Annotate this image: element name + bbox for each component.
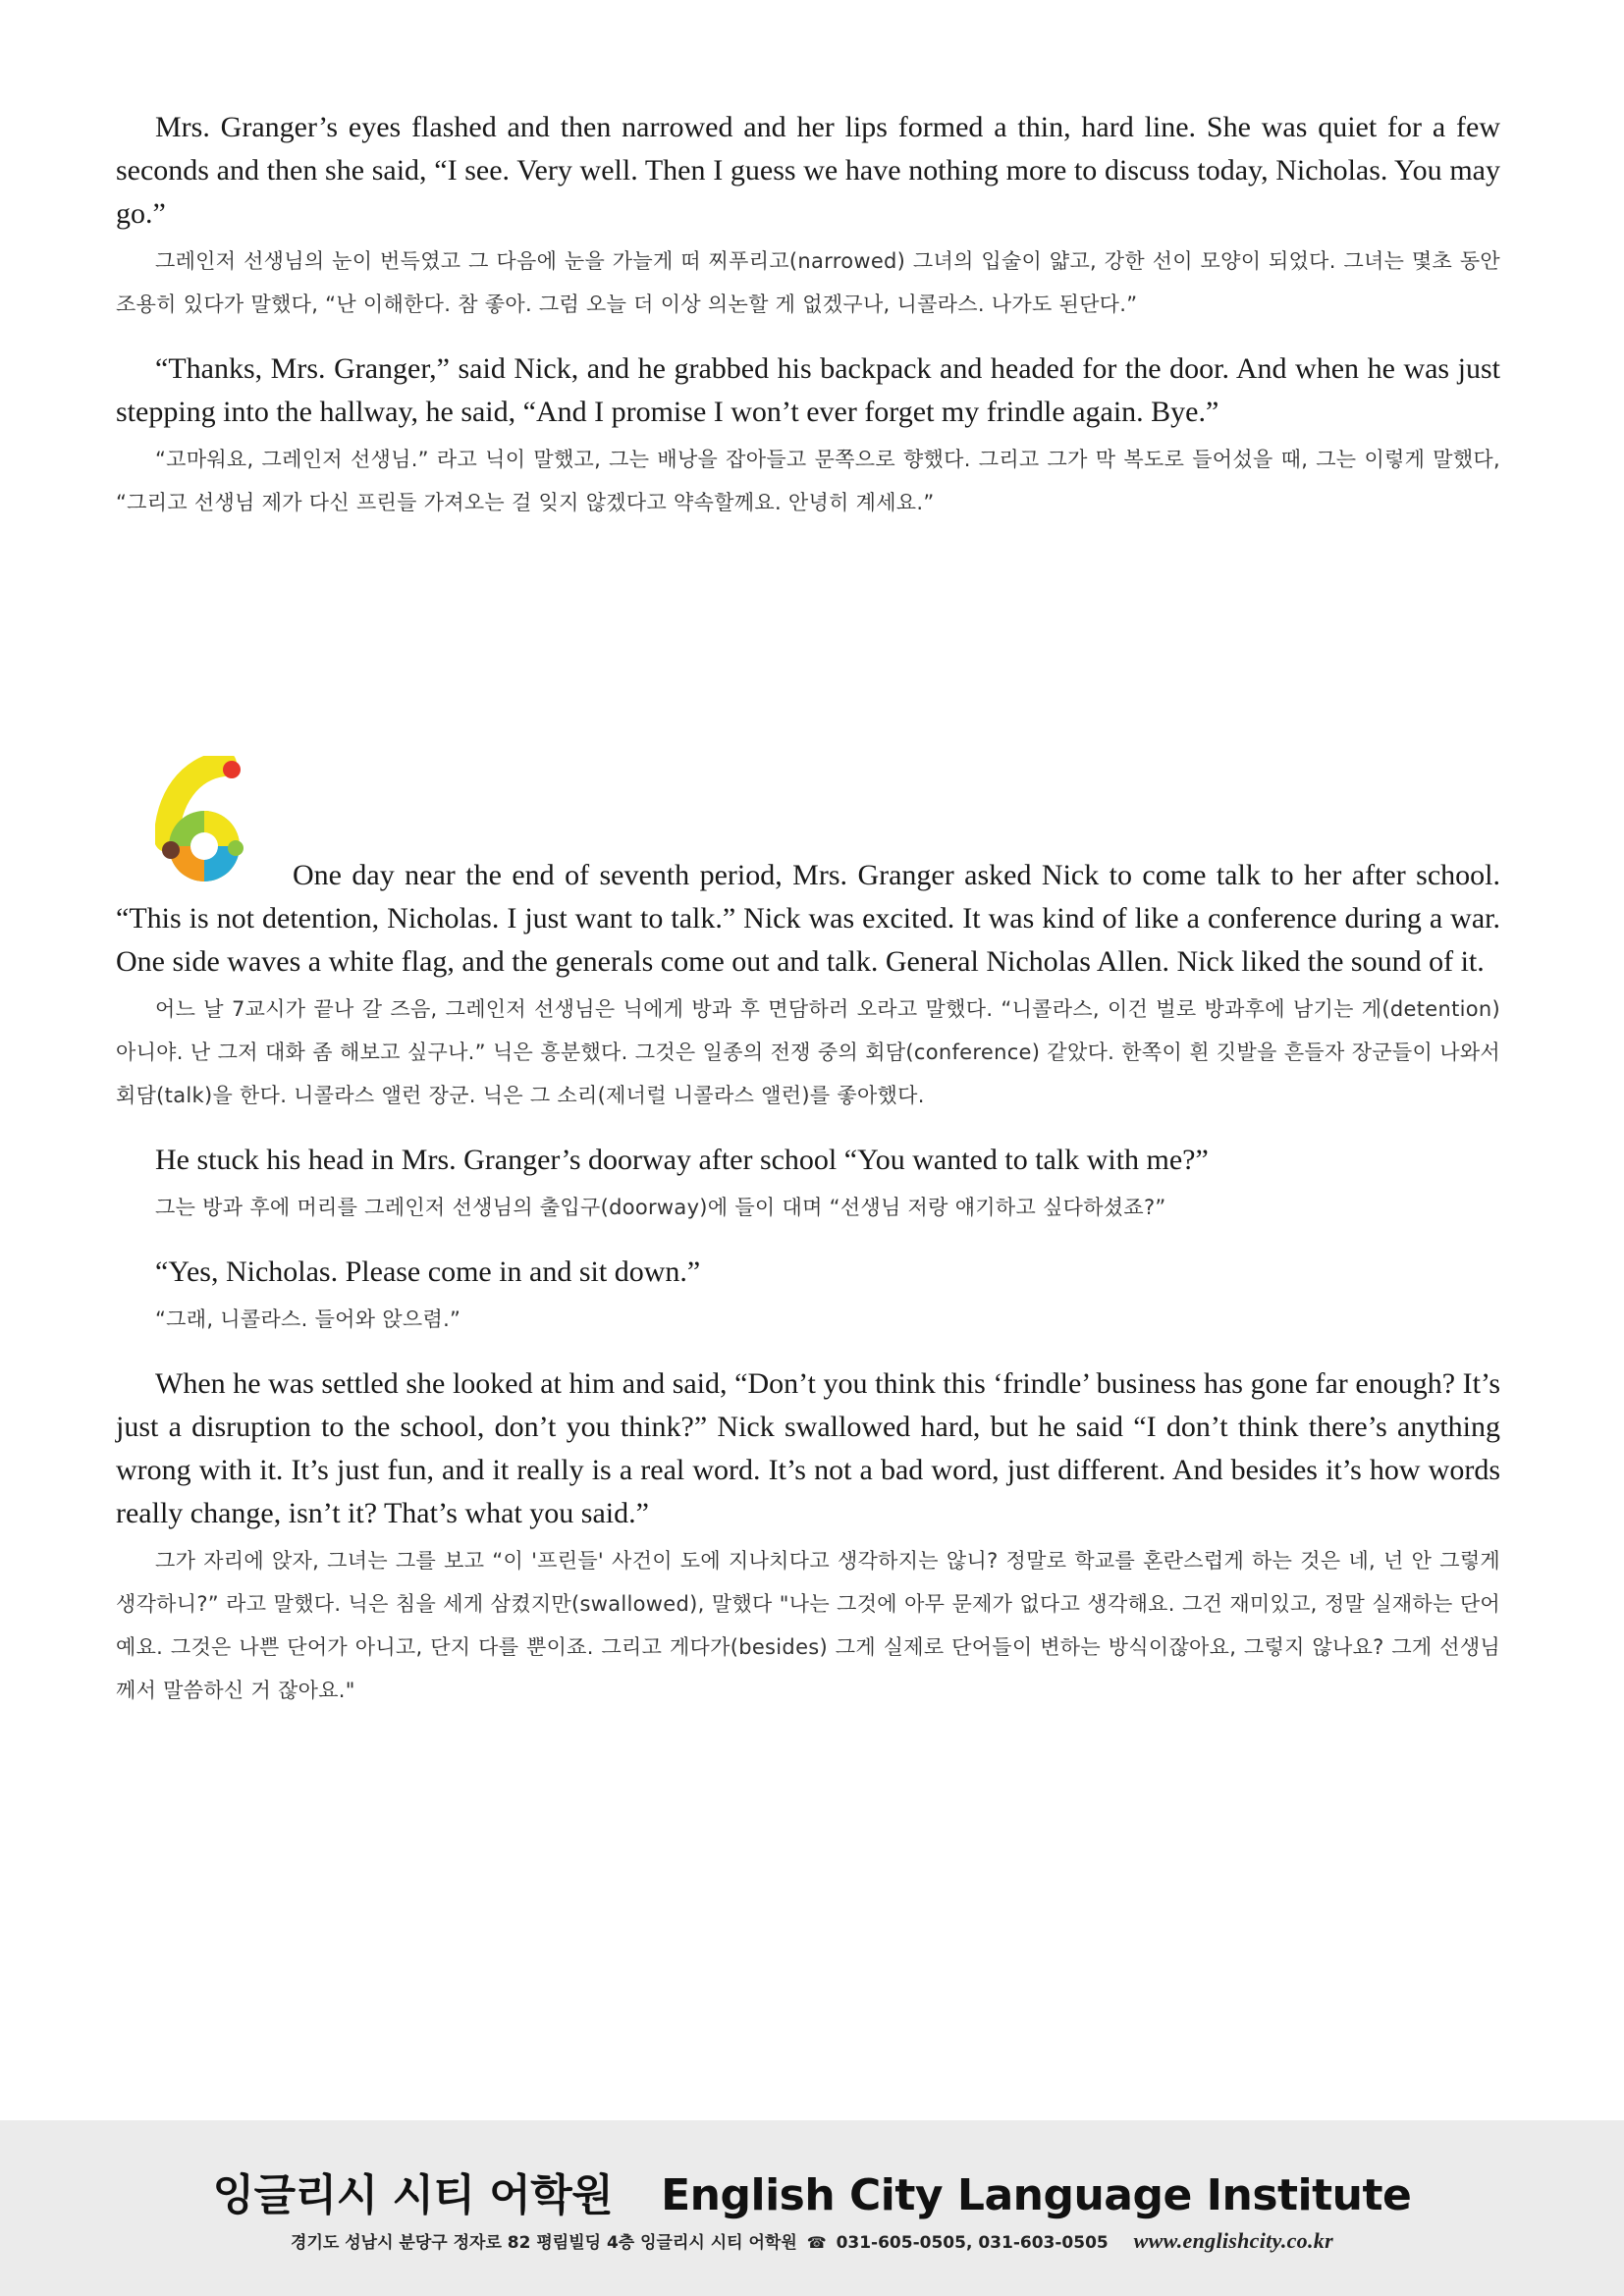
korean-translation: 그는 방과 후에 머리를 그레인저 선생님의 출입구(doorway)에 들이 대며 “선생님 저랑 얘기하고 싶다하셨죠?”	[155, 1196, 1166, 1219]
korean-translation: 그가 자리에 앉자, 그녀는 그를 보고 “이 '프린들' 사건이 도에 지나치다고 생각하지는 않니? 정말로 학교를 혼란스럽게 하는 것은 네, 넌 안 그렇게 생각하니?” 라고 말했다. 닉은 침을 세게 삼켰지만(swallowed), 말했다 "나는 그것에 아무 문제가 없다고 생각해요. 그건 재미있고, 정말 실재하는 단어예요. 그것은 나쁜 단어가 아니고, 단지 다를 뿐이죠. 그리고 게다가(besides) 그게 실제로 단어들이 변하는 방식이잖아요, 그렇지 않나요? 그게 선생님께서 말씀하신 거 잖아요."	[116, 1549, 1500, 1702]
paragraph-block	[116, 347, 1500, 524]
phone-numbers: 031-605-0505, 031-603-0505	[836, 2233, 1109, 2253]
section-1	[116, 106, 1500, 546]
chapter-number-6-logo	[155, 756, 263, 893]
korean-translation: 그레인저 선생님의 눈이 번득였고 그 다음에 눈을 가늘게 떠 찌푸리고(narrowed) 그녀의 입술이 얇고, 강한 선이 모양이 되었다. 그녀는 몇초 동안 조용히 있다가 말했다, “난 이해한다. 참 좋아. 그럼 오늘 더 이상 의논할 게 없겠구나, 니콜라스. 나가도 된단다.”	[116, 249, 1500, 316]
footer-banner	[0, 2120, 1624, 2296]
paragraph-block	[116, 1251, 1500, 1341]
paragraph-block	[116, 1139, 1500, 1229]
korean-translation: “고마워요, 그레인저 선생님.” 라고 닉이 말했고, 그는 배낭을 잡아들고 문쪽으로 향했다. 그리고 그가 막 복도로 들어섰을 때, 그는 이렇게 말했다, “그리고 선생님 제가 다신 프린들 가져오는 걸 잊지 않겠다고 약속할께요. 안녕히 계세요.”	[116, 448, 1500, 514]
paragraph-block	[116, 1362, 1500, 1712]
english-paragraph: When he was settled she looked at him and said, “Don’t you think this ‘frindle’ business has gone far enough? It’s just a disruption to the school, don’t you think?” Nick swallowed hard, but he said “I don’t think there’s anything wrong with it. It’s just fun, and it really is a real word. It’s not a bad word, just different. And besides it’s how words really change, isn’t it? That’s what you said.”	[116, 1367, 1500, 1529]
address-text: 경기도 성남시 분당구 정자로 82 평림빌딩 4층 잉글리시 시티 어학원	[291, 2233, 797, 2253]
english-paragraph: “Thanks, Mrs. Granger,” said Nick, and he grabbed his backpack and headed for the door. And when he was just stepping into the hallway, he said, “And I promise I won’t ever forget my frindle again. Bye.”	[116, 352, 1500, 428]
phone-icon: ☎	[806, 2233, 827, 2252]
website-link[interactable]: www.englishcity.co.kr	[1133, 2228, 1333, 2253]
paragraph-block	[116, 756, 1500, 1117]
korean-translation: 어느 날 7교시가 끝나 갈 즈음, 그레인저 선생님은 닉에게 방과 후 면담하러 오라고 말했다. “니콜라스, 이건 벌로 방과후에 남기는 게(detention) 아니야. 난 그저 대화 좀 해보고 싶구나.” 닉은 흥분했다. 그것은 일종의 전쟁 중의 회담(conference) 같았다. 한쪽이 흰 깃발을 흔들자 장군들이 나와서 회담(talk)을 한다. 니콜라스 앨런 장군. 닉은 그 소리(제너럴 니콜라스 앨런)를 좋아했다.	[116, 997, 1500, 1107]
english-paragraph: One day near the end of seventh period, Mrs. Granger asked Nick to come talk to her after school. “This is not detention, Nicholas. I just want to talk.” Nick was excited. It was kind of like a conference during a war. One side waves a white flag, and the generals come out and talk. General Nicholas Allen. Nick liked the sound of it.	[116, 859, 1500, 978]
english-paragraph: “Yes, Nicholas. Please come in and sit down.”	[155, 1255, 701, 1288]
english-paragraph: He stuck his head in Mrs. Granger’s doorway after school “You wanted to talk with me?”	[155, 1144, 1209, 1176]
english-paragraph: Mrs. Granger’s eyes flashed and then narrowed and her lips formed a thin, hard line. She was quiet for a few seconds and then she said, “I see. Very well. Then I guess we have nothing more to discuss today, Nicholas. You may go.”	[116, 111, 1500, 230]
korean-translation: “그래, 니콜라스. 들어와 앉으렴.”	[155, 1308, 461, 1331]
institute-name	[0, 2160, 1624, 2222]
contact-line	[0, 2228, 1624, 2254]
section-2	[116, 756, 1500, 1734]
institute-name-korean: 잉글리시 시티 어학원	[212, 2170, 614, 2220]
institute-name-english: English City Language Institute	[661, 2170, 1412, 2220]
paragraph-block	[116, 106, 1500, 326]
